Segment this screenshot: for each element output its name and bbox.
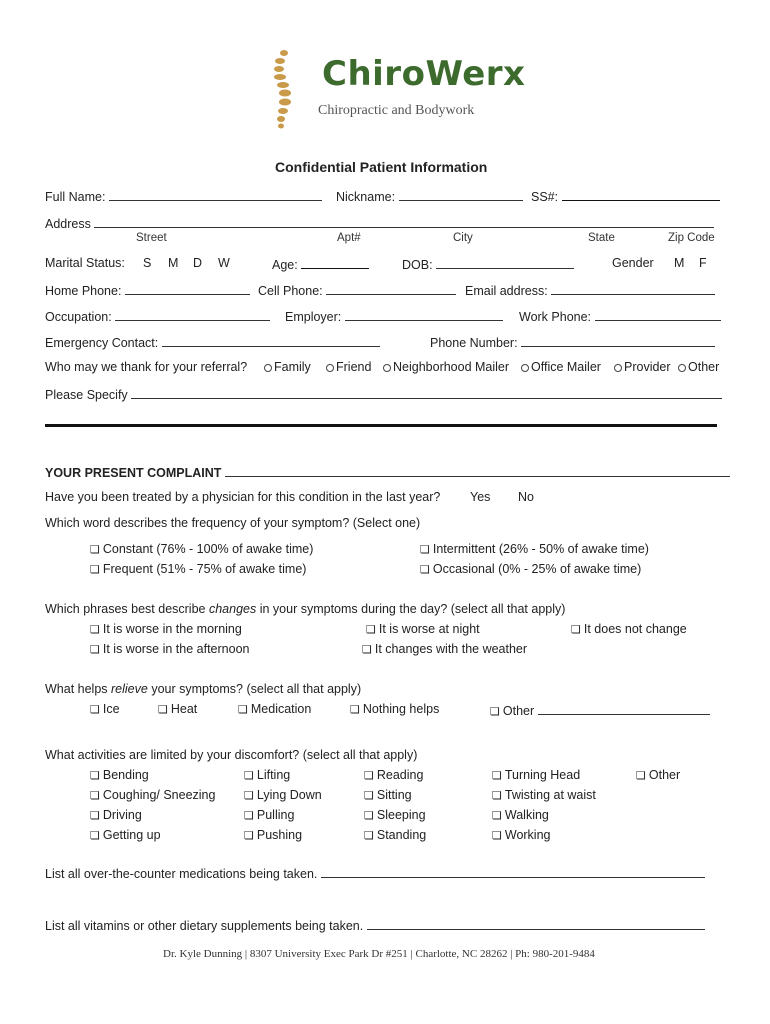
gender-option-m[interactable]: M [674,256,685,270]
checkbox-icon: ❏ [571,623,581,636]
dob-label: DOB: [402,258,433,272]
checkbox-icon: ❏ [362,643,372,656]
meds-field[interactable] [321,865,705,878]
checkbox-icon: ❏ [90,563,100,576]
activity-pulling[interactable]: ❏ Pulling [244,808,295,822]
checkbox-icon: ❏ [492,829,502,842]
checkbox-icon: ❏ [364,809,374,822]
dob-field[interactable] [436,256,574,269]
checkbox-icon: ❏ [364,769,374,782]
home-phone-label: Home Phone: [45,284,122,298]
referral-option-other[interactable]: Other [678,360,719,374]
activity-driving[interactable]: ❏ Driving [90,808,142,822]
specify-label: Please Specify [45,388,128,402]
email-field[interactable] [551,282,715,295]
activity-walking[interactable]: ❏ Walking [492,808,549,822]
activity-twisting[interactable]: ❏ Twisting at waist [492,788,596,802]
checkbox-icon: ❏ [350,703,360,716]
relieve-other-field[interactable] [538,702,710,715]
radio-icon [614,364,622,372]
relieve-question: What helps relieve your symptoms? (select all that apply) [45,682,362,696]
checkbox-icon: ❏ [420,563,430,576]
age-field[interactable] [301,256,369,269]
nickname-label: Nickname: [336,190,396,204]
full-name-label: Full Name: [45,190,106,204]
activity-lying-down[interactable]: ❏ Lying Down [244,788,322,802]
activity-standing[interactable]: ❏ Standing [364,828,427,842]
checkbox-icon: ❏ [636,769,646,782]
complaint-field[interactable] [225,464,730,477]
checkbox-icon: ❏ [364,829,374,842]
checkbox-icon: ❏ [492,809,502,822]
activity-sleeping[interactable]: ❏ Sleeping [364,808,426,822]
referral-option-mailer[interactable]: Neighborhood Mailer [383,360,509,374]
changes-morning[interactable]: ❏ It is worse in the morning [90,622,242,636]
checkbox-icon: ❏ [492,769,502,782]
referral-question: Who may we thank for your referral? [45,360,248,374]
state-caption: State [588,232,615,244]
gender-label: Gender [612,256,654,270]
full-name-field[interactable] [109,188,322,201]
relieve-medication[interactable]: ❏ Medication [238,702,312,716]
checkbox-icon: ❏ [244,789,254,802]
frequency-question: Which word describes the frequency of your symptom? (Select one) [45,516,421,530]
marital-option-d[interactable]: D [193,256,203,270]
relieve-ice[interactable]: ❏ Ice [90,702,120,716]
radio-icon [383,364,391,372]
checkbox-icon: ❏ [90,829,100,842]
gender-option-f[interactable]: F [699,256,707,270]
brand-tagline: Chiropractic and Bodywork [318,103,475,118]
age-label: Age: [272,258,298,272]
referral-option-friend[interactable]: Friend [326,360,371,374]
address-label: Address [45,217,91,231]
checkbox-icon: ❏ [244,769,254,782]
relieve-nothing[interactable]: ❏ Nothing helps [350,702,440,716]
activity-coughing[interactable]: ❏ Coughing/ Sneezing [90,788,216,802]
checkbox-icon: ❏ [90,809,100,822]
cell-phone-label: Cell Phone: [258,284,323,298]
complaint-heading: YOUR PRESENT COMPLAINT [45,466,222,480]
emergency-contact-label: Emergency Contact: [45,336,159,350]
address-field[interactable] [94,215,714,228]
activity-bending[interactable]: ❏ Bending [90,768,149,782]
activity-reading[interactable]: ❏ Reading [364,768,424,782]
activity-sitting[interactable]: ❏ Sitting [364,788,412,802]
marital-label: Marital Status: [45,256,125,270]
checkbox-icon: ❏ [90,769,100,782]
employer-field[interactable] [345,308,503,321]
treated-yes[interactable]: Yes [470,490,491,504]
activity-lifting[interactable]: ❏ Lifting [244,768,291,782]
spine-logo-icon [268,48,298,130]
employer-label: Employer: [285,310,342,324]
specify-field[interactable] [131,386,722,399]
changes-night[interactable]: ❏ It is worse at night [366,622,480,636]
brand-name: ChiroWerx [322,54,526,94]
emergency-phone-label: Phone Number: [430,336,518,350]
treated-question: Have you been treated by a physician for this condition in the last year? [45,490,441,504]
emergency-contact-field[interactable] [162,334,380,347]
checkbox-icon: ❏ [90,643,100,656]
marital-option-w[interactable]: W [218,256,230,270]
activities-question: What activities are limited by your discomfort? (select all that apply) [45,748,418,762]
zip-caption: Zip Code [668,232,715,244]
referral-option-provider[interactable]: Provider [614,360,671,374]
full-name-row [45,188,322,204]
checkbox-icon: ❏ [238,703,248,716]
checkbox-icon: ❏ [364,789,374,802]
footer-contact: Dr. Kyle Dunning | 8307 University Exec Park Dr #251 | Charlotte, NC 28262 | Ph: 980-201-9484 [163,948,595,960]
checkbox-icon: ❏ [244,809,254,822]
marital-option-m[interactable]: M [168,256,179,270]
vitamins-field[interactable] [367,917,705,930]
referral-option-family[interactable]: Family [264,360,311,374]
checkbox-icon: ❏ [90,789,100,802]
cell-phone-field[interactable] [326,282,456,295]
vitamins-label: List all vitamins or other dietary supplements being taken. [45,919,364,933]
checkbox-icon: ❏ [244,829,254,842]
activity-turning-head[interactable]: ❏ Turning Head [492,768,581,782]
changes-weather[interactable]: ❏ It changes with the weather [362,642,528,656]
street-caption: Street [136,232,167,244]
checkbox-icon: ❏ [492,789,502,802]
radio-icon [326,364,334,372]
frequency-frequent[interactable]: ❏ Frequent (51% - 75% of awake time) [90,562,307,576]
city-caption: City [453,232,473,244]
frequency-occasional[interactable]: ❏ Occasional (0% - 25% of awake time) [420,562,642,576]
occupation-label: Occupation: [45,310,112,324]
email-label: Email address: [465,284,548,298]
ss-label: SS#: [531,190,559,204]
work-phone-label: Work Phone: [519,310,592,324]
changes-question: Which phrases best describe changes in your symptoms during the day? (select all that apply) [45,602,566,616]
nickname-field[interactable] [399,188,523,201]
changes-afternoon[interactable]: ❏ It is worse in the afternoon [90,642,250,656]
occupation-field[interactable] [115,308,270,321]
emergency-phone-field[interactable] [521,334,715,347]
treated-no[interactable]: No [518,490,534,504]
radio-icon [264,364,272,372]
checkbox-icon: ❏ [366,623,376,636]
radio-icon [521,364,529,372]
section-divider [45,424,717,427]
checkbox-icon: ❏ [90,703,100,716]
frequency-constant[interactable]: ❏ Constant (76% - 100% of awake time) [90,542,314,556]
activity-pushing[interactable]: ❏ Pushing [244,828,303,842]
relieve-heat[interactable]: ❏ Heat [158,702,198,716]
changes-no-change[interactable]: ❏ It does not change [571,622,687,636]
activity-other[interactable]: ❏ Other [636,768,681,782]
meds-label: List all over-the-counter medications being taken. [45,867,318,881]
checkbox-icon: ❏ [90,623,100,636]
relieve-other[interactable]: ❏ Other [490,702,710,718]
checkbox-icon: ❏ [158,703,168,716]
ss-field[interactable] [562,188,720,201]
apt-caption: Apt# [337,232,361,244]
marital-option-s[interactable]: S [143,256,152,270]
home-phone-field[interactable] [125,282,250,295]
work-phone-field[interactable] [595,308,721,321]
frequency-intermittent[interactable]: ❏ Intermittent (26% - 50% of awake time) [420,542,649,556]
checkbox-icon: ❏ [490,705,500,718]
radio-icon [678,364,686,372]
activity-working[interactable]: ❏ Working [492,828,551,842]
checkbox-icon: ❏ [420,543,430,556]
checkbox-icon: ❏ [90,543,100,556]
referral-option-office-mailer[interactable]: Office Mailer [521,360,601,374]
page-title: Confidential Patient Information [275,159,488,175]
activity-getting-up[interactable]: ❏ Getting up [90,828,161,842]
